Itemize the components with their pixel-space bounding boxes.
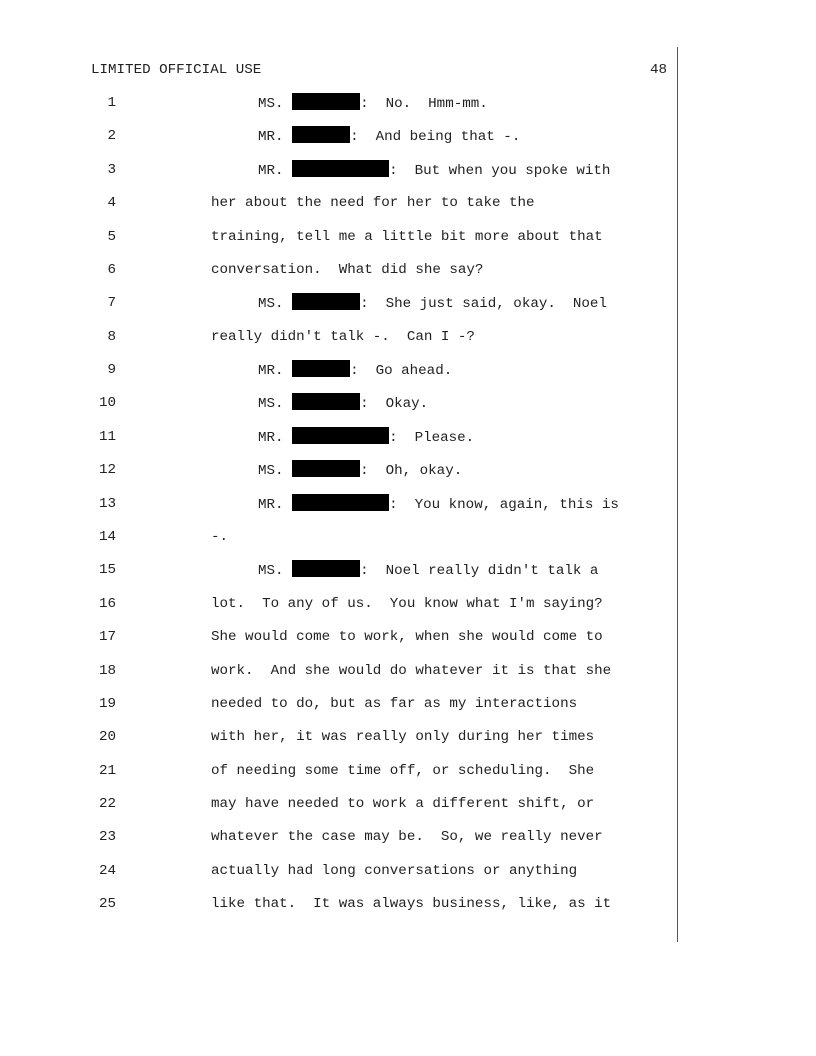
line-text [211, 661, 611, 681]
redaction-box [292, 393, 360, 410]
spoken-text: really didn't talk -. Can I -? [211, 328, 475, 345]
line-number: 16 [98, 595, 116, 612]
line-text [211, 527, 228, 547]
redaction-box [292, 494, 389, 511]
line-text [211, 894, 611, 914]
speaker-title: MS. [258, 463, 284, 480]
line-number: 8 [107, 328, 116, 345]
speaker-title: MS. [258, 296, 284, 313]
redaction-box [292, 427, 389, 444]
transcript-line [0, 193, 816, 213]
line-text [258, 93, 488, 114]
page-header [91, 60, 667, 80]
line-number: 24 [98, 862, 116, 879]
line-text [211, 627, 603, 647]
spoken-text: like that. It was always business, like, as it [211, 896, 612, 913]
line-number: 21 [98, 762, 116, 779]
line-number: 10 [98, 395, 116, 412]
transcript-line [0, 861, 816, 881]
page-number: 48 [649, 62, 667, 78]
redaction-box [292, 93, 360, 110]
spoken-text: : But when you spoke with [389, 162, 611, 179]
line-text [258, 393, 428, 414]
line-text [211, 327, 475, 347]
line-text [258, 494, 619, 515]
transcript-line [0, 227, 816, 247]
spoken-text: of needing some time off, or scheduling. She [211, 762, 595, 779]
line-text [211, 694, 577, 714]
line-text [258, 460, 462, 481]
line-number: 13 [98, 495, 116, 512]
transcript-line [0, 393, 816, 413]
line-text [258, 360, 452, 381]
spoken-text: : You know, again, this is [389, 496, 619, 513]
line-text [211, 193, 535, 213]
transcript-line [0, 694, 816, 714]
spoken-text: : Please. [389, 429, 475, 446]
line-number: 17 [98, 629, 116, 646]
transcript-line [0, 527, 816, 547]
transcript-line [0, 594, 816, 614]
line-text [211, 594, 603, 614]
spoken-text: whatever the case may be. So, we really never [211, 829, 603, 846]
line-text [211, 827, 603, 847]
transcript-line [0, 427, 816, 447]
speaker-title: MS. [258, 96, 284, 112]
line-number: 3 [107, 161, 116, 178]
line-text [211, 861, 577, 881]
speaker-title: MS. [258, 396, 284, 413]
line-number: 12 [98, 462, 116, 479]
line-number: 22 [98, 796, 116, 812]
line-text [211, 260, 483, 280]
redaction-box [292, 293, 360, 310]
redaction-box [292, 360, 350, 377]
transcript-line [0, 560, 816, 580]
spoken-text: : She just said, okay. Noel [360, 296, 607, 313]
speaker-title: MR. [258, 363, 284, 379]
line-number: 1 [107, 95, 116, 111]
speaker-title: MR. [258, 496, 284, 513]
spoken-text: : Oh, okay. [360, 463, 463, 480]
spoken-text: may have needed to work a different shift, or [211, 796, 595, 812]
transcript-line [0, 494, 816, 514]
line-number: 14 [98, 528, 116, 545]
line-number: 2 [107, 128, 116, 145]
line-number: 18 [98, 662, 116, 679]
spoken-text: : Noel really didn't talk a [360, 563, 599, 580]
line-text [258, 160, 610, 181]
spoken-text: : No. Hmm-mm. [360, 96, 488, 112]
line-number: 15 [98, 562, 116, 579]
line-text [258, 293, 607, 314]
transcript-line [0, 761, 816, 781]
speaker-title: MS. [258, 563, 284, 580]
spoken-text: She would come to work, when she would come to [211, 629, 603, 646]
line-text [211, 761, 594, 781]
transcript-line [0, 360, 816, 380]
redaction-box [292, 126, 350, 143]
line-number: 11 [98, 428, 116, 445]
transcript-line [0, 627, 816, 647]
spoken-text: lot. To any of us. You know what I'm saying? [211, 595, 603, 612]
line-number: 19 [98, 695, 116, 712]
classification-label: LIMITED OFFICIAL USE [91, 62, 262, 78]
transcript-line [0, 661, 816, 681]
speaker-title: MR. [258, 429, 284, 446]
spoken-text: : Go ahead. [350, 363, 453, 379]
transcript-line [0, 160, 816, 180]
transcript-line [0, 93, 816, 113]
spoken-text: needed to do, but as far as my interactions [211, 695, 578, 712]
line-number: 4 [107, 195, 116, 212]
redaction-box [292, 160, 389, 177]
line-number: 23 [98, 829, 116, 846]
transcript-line [0, 260, 816, 280]
transcript-line [0, 460, 816, 480]
line-number: 25 [98, 896, 116, 913]
line-text [258, 126, 520, 147]
redaction-box [292, 460, 360, 477]
line-text [258, 560, 598, 581]
spoken-text: conversation. What did she say? [211, 261, 484, 278]
spoken-text: her about the need for her to take the [211, 195, 535, 212]
line-text [211, 727, 594, 747]
line-text [211, 227, 603, 247]
redaction-box [292, 560, 360, 577]
transcript-line [0, 827, 816, 847]
speaker-title: MR. [258, 129, 284, 146]
speaker-title: MR. [258, 162, 284, 179]
transcript-line [0, 293, 816, 313]
transcript-line [0, 894, 816, 914]
line-number: 9 [107, 362, 116, 378]
transcript-line [0, 727, 816, 747]
spoken-text: -. [211, 528, 229, 545]
transcript-line [0, 126, 816, 146]
line-number: 20 [98, 729, 116, 746]
transcript-line [0, 327, 816, 347]
transcript-line [0, 794, 816, 814]
line-number: 6 [107, 261, 116, 278]
line-text [211, 794, 594, 814]
spoken-text: : And being that -. [350, 129, 521, 146]
line-number: 5 [107, 228, 116, 245]
line-number: 7 [107, 295, 116, 312]
line-text [258, 427, 474, 448]
spoken-text: with her, it was really only during her times [211, 729, 595, 746]
spoken-text: training, tell me a little bit more about that [211, 228, 603, 245]
spoken-text: work. And she would do whatever it is that she [211, 662, 612, 679]
spoken-text: actually had long conversations or anything [211, 862, 578, 879]
spoken-text: : Okay. [360, 396, 429, 413]
